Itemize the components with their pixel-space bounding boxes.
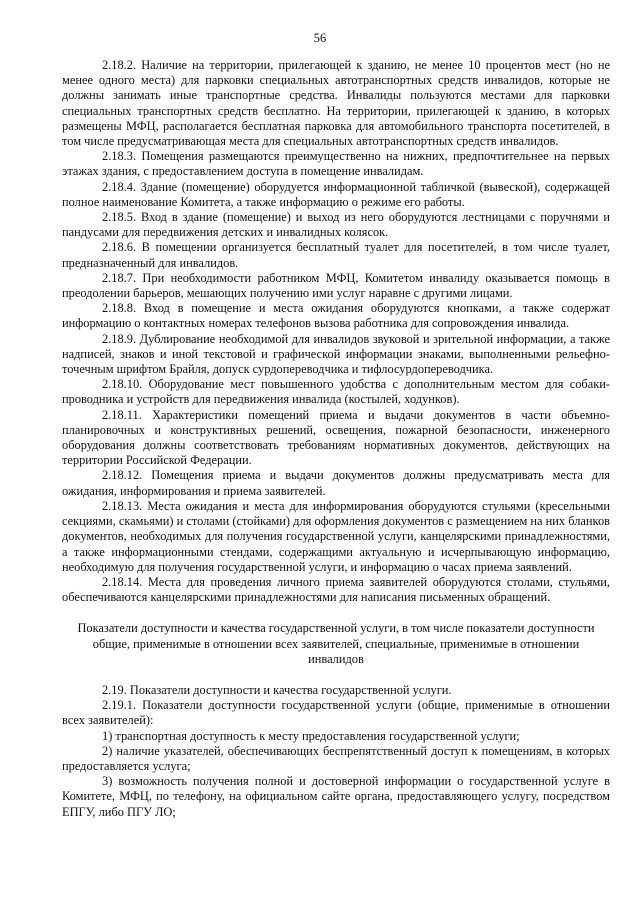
list-item-1: 1) транспортная доступность к месту предоставления государственной услуги;	[102, 728, 520, 743]
paragraph-2-19-1: 2.19.1. Показатели доступности государственной услуги (общие, применимые в отношении всех заявителей):	[62, 698, 610, 728]
paragraph-2-18-14: 2.18.14. Места для проведения личного приема заявителей оборудуются столами, стульями, обеспечиваются канцелярскими принадлежностями для написания письменных обращений.	[62, 574, 610, 605]
paragraph-2-18-11: 2.18.11. Характеристики помещений приема и выдачи документов в части объемно-планировочных и конструктивных решений, освещения, пожарной безопасности, инженерного оборудования должны соответствовать требованиям нормативных документов, действующих на территории Российской Федерации.	[62, 407, 610, 468]
list-item-2: 2) наличие указателей, обеспечивающих беспрепятственный доступ к помещениям, в которых предоставляется услуга;	[62, 743, 610, 773]
paragraph-2-18-8: 2.18.8. Вход в помещение и места ожидания оборудуются кнопками, а также содержат информацию о контактных номерах телефонов вызова работника для сопровождения инвалида.	[62, 301, 610, 331]
list-item-3: 3) возможность получения полной и достоверной информации о государственной услуге в Комитете, МФЦ, по телефону, на официальном сайте органа, предоставляющего услугу, посредством ЕПГУ, либо ПГУ ЛО;	[62, 774, 610, 819]
paragraph-2-18-7: 2.18.7. При необходимости работником МФЦ, Комитетом инвалиду оказывается помощь в преодолении барьеров, мешающих получению ими услуг наравне с другими лицами.	[62, 270, 610, 301]
paragraph-2-19: 2.19. Показатели доступности и качества государственной услуги.	[102, 682, 452, 697]
paragraph-2-18-2: 2.18.2. Наличие на территории, прилегающей к зданию, не менее 10 процентов мест (но не менее одного места) для парковки специальных автотранспортных средств инвалидов, которые не должны занимать иные транспортные средства. Инвалиды пользуются местами для парковки специальных транспортных средств бесплатно. На территории, прилегающей к зданию, в которых размещены МФЦ, располагается бесплатная парковка для автомобильного транспорта посетителей, в том числе предусматривающая места для специальных автотранспортных средств инвалидов.	[62, 58, 610, 149]
paragraph-2-18-5: 2.18.5. Вход в здание (помещение) и выход из него оборудуются лестницами с поручнями и пандусами для передвижения детских и инвалидных колясок.	[62, 210, 610, 240]
paragraph-2-18-9: 2.18.9. Дублирование необходимой для инвалидов звуковой и зрительной информации, а также надписей, знаков и иной текстовой и графической информации знаками, выполненными рельефно-точечным шрифтом Брайля, допуск сурдопереводчика и тифлосурдопереводчика.	[62, 331, 610, 377]
paragraph-2-18-13: 2.18.13. Места ожидания и места для информирования оборудуются стульями (кресельными секциями, скамьями) и столами (стойками) для оформления документов с размещением на них бланков документов, необходимых для получения государственной услуги, канцелярскими принадлежностями, а также информационными стендами, содержащими актуальную и исчерпывающую информацию, необходимую для получения государственной услуги, и информацию о часах приема заявлений.	[62, 498, 610, 574]
paragraph-2-18-12: 2.18.12. Помещения приема и выдачи документов должны предусматривать места для ожидания, информирования и приема заявителей.	[62, 468, 610, 498]
paragraph-2-18-4: 2.18.4. Здание (помещение) оборудуется информационной табличкой (вывеской), содержащей полное наименование Комитета, а также информацию о режиме его работы.	[62, 179, 610, 209]
section-heading: Показатели доступности и качества государственной услуги, в том числе показатели доступности общие, применимые в отношении всех заявителей, специальные, применимые в отношении инвалидов	[77, 621, 595, 666]
paragraph-2-18-3: 2.18.3. Помещения размещаются преимущественно на нижних, предпочтительнее на первых этажах здания, с предоставлением доступа в помещение инвалидам.	[62, 149, 610, 179]
page-content	[62, 58, 610, 820]
paragraph-2-18-6: 2.18.6. В помещении организуется бесплатный туалет для посетителей, в том числе туалет, предназначенный для инвалидов.	[62, 240, 610, 270]
paragraph-2-18-10: 2.18.10. Оборудование мест повышенного удобства с дополнительным местом для собаки-проводника и устройств для передвижения инвалида (костылей, ходунков).	[62, 377, 610, 407]
page-number: 56	[313, 31, 327, 45]
